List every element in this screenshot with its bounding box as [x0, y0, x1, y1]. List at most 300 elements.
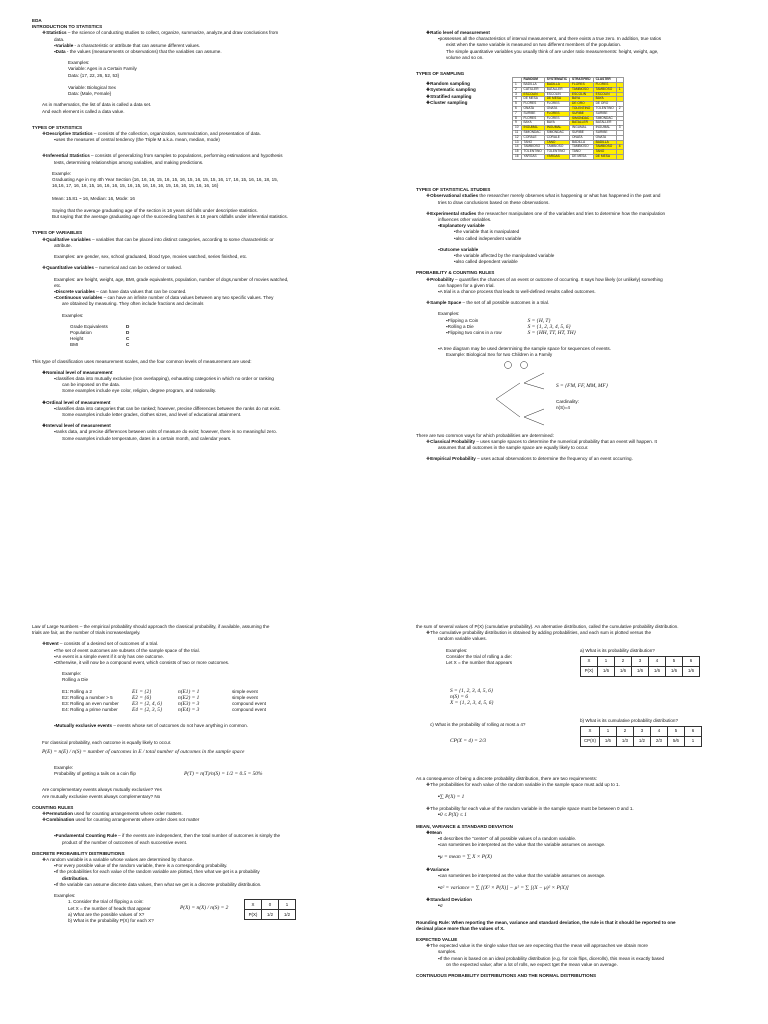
sampling-item: ❖ Random sampling: [426, 81, 476, 87]
ex1-line: Examples:: [68, 60, 90, 66]
ss-row: ▪ Flipping two coins in a row S = {HH, TT, HT, TH}: [446, 330, 756, 336]
variance-term: ❖ Variance: [416, 867, 756, 873]
die-sets: [450, 688, 494, 707]
ex5-line: 1. Consider the trial of flipping a coin:: [68, 899, 144, 905]
cell: CP(X): [581, 736, 600, 746]
sampling-item: ❖ Stratified sampling: [426, 94, 476, 100]
observational-def: ❖ Observational studies the researcher merely observes what is happening or what has happened in the past and: [416, 193, 756, 199]
interval-term: ❖ Interval level of measurement: [32, 423, 382, 429]
cell: 1/6: [615, 666, 632, 676]
cell: BAYA: [570, 97, 594, 102]
data-def: ▪ Data - the values (measurements or observations) that the variables can assume.: [32, 49, 382, 55]
cell: 14: [513, 145, 522, 150]
cell: P(X): [245, 910, 262, 920]
continuous-def-cont: are obtained by measuring. They often include fractions and decimals: [62, 301, 204, 307]
cell: BADILLA: [593, 140, 616, 145]
ex2-line: Graduating Age in my 4th Year Section {16, 16, 16, 15, 16, 15, 16, 15, 16, 15, 15, 16, 17, 16, 15, 16, 16, 18, 15,: [52, 177, 279, 183]
cell: 1/3: [616, 736, 633, 746]
cell: X: [581, 656, 598, 666]
cell: ESCOLIN: [570, 92, 594, 97]
descriptive-def: ❖ Descriptive Statistics – consists of the collection, organization, summarization, and presentation of data.: [32, 131, 382, 137]
tail-example: Probability of getting a tails on a coin flip P(T) = n(T)/n(S) = 1/2 = 0.5 = 50%: [54, 771, 263, 778]
cell: CORALE: [544, 135, 569, 140]
cell: 2: [513, 87, 522, 92]
rv-line: ❖ A random variable is a variable whose values are determined by chance.: [32, 857, 382, 863]
cell: 1/6: [598, 666, 615, 676]
ex1-line: Variable: Biological Sex: [68, 85, 116, 91]
question-line: Are complementary events always mutually exclusive? Yes: [42, 787, 162, 793]
requirement-1-formula: ▪ ∑ P(X) = 1: [416, 794, 756, 800]
cell: FLORES: [544, 102, 569, 107]
cell: TOLENTINO: [521, 150, 544, 155]
experimental-cont: influences other variables.: [438, 217, 492, 223]
cell: 3: [513, 92, 522, 97]
cell: BADILLA: [544, 83, 569, 88]
question-b: b) What is its cumulative probability distribution?: [580, 717, 679, 723]
cell: 1: [513, 83, 522, 88]
cell: 1/2: [262, 910, 279, 920]
section-counting-rules: COUNTING RULES: [32, 804, 74, 810]
ex1-line: Variable: Ages in a Certain Family: [68, 66, 137, 72]
page1-left-column: [32, 18, 382, 442]
ex2-line: Saying that the average graduating age of the section is 16 years old falls under descriptive statistics.: [52, 208, 258, 214]
cell: SIMONDAC: [521, 130, 544, 135]
classical-line: For classical probability, each outcome is equally likely to occur.: [42, 739, 172, 745]
ex5-formula: P(X) = n(X) / n(S) = 2: [180, 905, 229, 912]
ratio-line: volume and so on.: [446, 54, 484, 60]
rv-line: distribution.: [62, 875, 89, 881]
ex2-line: Example:: [52, 170, 72, 176]
question-c: c) What is the probability of rolling at most a 4?: [430, 721, 526, 727]
cell: ONATA: [593, 135, 616, 140]
cell: 6: [683, 656, 700, 666]
cell: SURIBE: [593, 111, 616, 116]
discrete-def: ▪ Discrete variables – can have data values that can be counted.: [32, 289, 382, 295]
variance-line: ▪ can sometimes be interpreted as the value that the variable assumes on average.: [416, 873, 756, 879]
coin-distribution-table: [244, 899, 296, 920]
quantitative-examples: Examples: are height, weight, age, BMI, grade equivalents, population, number of dogs,number of movies watched,: [54, 276, 289, 282]
ex2-line: But saying that the average graduating age of the succeeding batches is 16 years oldfalls under inferential statistics.: [52, 214, 288, 220]
cell: STRATIFIED: [570, 78, 594, 83]
cell: TOLENTINO: [544, 150, 569, 155]
section-types-of-statistics: TYPES OF STATISTICS: [32, 124, 83, 130]
classification-line: This type of classification uses measurement scales, and the four common levels of measurement are used:: [32, 358, 252, 364]
table-row: [581, 656, 700, 666]
consequence-line: As a consequence of being a discrete probability distribution, there are two requirements:: [416, 775, 598, 781]
cell: FLORES: [544, 111, 569, 116]
cell: DE ORO: [593, 102, 616, 107]
ev-line: samples.: [438, 949, 457, 955]
section-mean-variance: MEAN, VARIANCE & STANDARD DEVIATION: [416, 823, 513, 829]
die-set: n(S) = 6: [450, 693, 469, 700]
cell: 15: [513, 150, 522, 155]
cell: 1: [279, 900, 296, 910]
page2-left-column: [32, 624, 382, 929]
cell: 1: [598, 656, 615, 666]
die-line: Let X = the number that appears: [446, 660, 513, 666]
event-row: E3: Rolling an even number E3 = {2, 4, 6} n(E3) = 3 compound event: [62, 701, 266, 708]
cell: 2: [615, 656, 632, 666]
dist-example-lines: [68, 899, 154, 924]
dist-example-block: [32, 899, 382, 929]
cell: 16: [513, 154, 522, 159]
section-intro: INTRODUCTION TO STATISTICS: [32, 24, 103, 30]
cell: 4: [649, 656, 666, 666]
sampling-list: [426, 81, 476, 106]
sampling-block: [416, 77, 756, 177]
event-example-title: Rolling a Die: [62, 677, 89, 683]
doc-title: EDA: [32, 18, 42, 23]
cell: FLORES: [593, 83, 616, 88]
qualitative-def: ❖ Qualitative variables – variables that can be placed into distinct categories, according to some characteristic or: [32, 237, 382, 243]
rounding-rule-cont: decimal place more than the values of X.: [416, 925, 505, 931]
quantitative-def: ❖ Quantitative variables – numerical and can be ordered or ranked.: [32, 265, 382, 271]
cell: 1/6: [599, 736, 616, 746]
inferential-def: ❖ Inferential Statistics – consists of generalizing from samples to populations, performing estimations and hypothesis: [32, 153, 382, 159]
cell: 3: [616, 126, 623, 131]
example-2: [32, 171, 382, 221]
mean-formula: ▪ μ = mean = ∑ X × P(X): [416, 854, 756, 860]
cell: CLUSTER: [593, 78, 616, 83]
die-example-text: [446, 648, 512, 667]
cardinality-value: n(S)=4: [556, 404, 570, 410]
cell: RANDOM: [521, 78, 544, 83]
nominal-term: ❖ Nominal level of measurement: [32, 370, 382, 376]
outcome-line: • also called dependent variable: [416, 259, 756, 265]
lln-line-1: Law of Large Numbers – the empirical probability should approach the classical probability, if available, assuming the: [32, 624, 270, 629]
cell: FLORES: [521, 116, 544, 121]
event-line: ▪ An event is a simple event if it only has one outcome.: [32, 654, 382, 660]
outcome-term: ▪ Outcome variable: [416, 247, 756, 253]
table-row: [581, 666, 700, 676]
cell: X: [245, 900, 262, 910]
sd-term: ❖ Standard Deviation: [416, 897, 756, 903]
section-discrete-distributions: DISCRETE PROBABILITY DISTRIBUTIONS: [32, 850, 125, 856]
mutually-exclusive-def: ▪ Mutually exclusive events – events whose set of outcomes do not have anything in common.: [32, 723, 382, 729]
cp4-formula: CP(X = 4) = 2/3: [450, 737, 487, 744]
cardinality: [556, 399, 579, 411]
ev-line: ▪ If the mean is based on an ideal probability distribution (e.g. for coin flips, dicerolls), this mean is exactly based: [416, 956, 756, 962]
sample-space-def: ❖ Sample Space – the set of all possible outcomes in a trial.: [416, 300, 756, 306]
sum-line: the sum of several values of P(X) (cumulative probability). An alternative distribution, called the cumulative probability distribution.: [416, 624, 679, 629]
ordinal-line: ▪ classifies data into categories that can be ranked; however, precise differences between the ranks do not exist.: [32, 406, 382, 412]
cell: TAMBIOSO: [544, 145, 569, 150]
section-types-of-variables: TYPES OF VARIABLES: [32, 230, 83, 236]
rv-line: ▪ For every possible value of the random variable, there is a corresponding probability.: [32, 863, 382, 869]
descriptive-sub: ▪ uses the measures of central tendency (the Triple M a.k.a. mean, median, mode): [32, 137, 382, 143]
cell: 3: [632, 656, 649, 666]
cell: 5: [513, 102, 522, 107]
cell: 1: [599, 726, 616, 736]
tree-line-1: ▪ A tree diagram may be used determining the sample space for sequences of events.: [416, 346, 756, 352]
stat-def: ❖ Statistics – the science of conducting studies to collect, organize, summarize, analyze,and draw conclusions from: [32, 30, 382, 36]
permutation-def: ❖ Permutation used for counting arrangements where order matters.: [32, 811, 382, 817]
table-row: [581, 736, 702, 746]
event-def: ❖ Event – consists of a desired set of outcomes of a trial.: [32, 641, 382, 647]
combination-def: ❖ Combination used for counting arrangements where order does not matter: [32, 817, 382, 823]
cell: 12: [513, 135, 522, 140]
event-line: ▪ The set of event outcomes are subsets of the sample space of the trial.: [32, 648, 382, 654]
cell: SYSTEMATIC: [544, 78, 569, 83]
event-rows: [32, 689, 382, 714]
empirical-def: ❖ Empirical Probability – uses actual observations to determine the frequency of an event occurring.: [416, 456, 756, 462]
ex1-line: Data: {17, 22, 26, 52, 53}: [68, 72, 120, 78]
cell: CORALE: [521, 135, 544, 140]
example-3-label: Examples:: [62, 312, 84, 318]
cumulative-distribution-table: [580, 726, 702, 747]
section-expected-value: EXPECTED VALUE: [416, 937, 458, 943]
cell: DE MESA: [544, 97, 569, 102]
cell: 2/3: [650, 736, 667, 746]
event-row: E4: Rolling a prime number E4 = {2, 3, 5} n(E4) = 3 compound event: [62, 707, 266, 714]
ordinal-line: Some examples include letter grades, clothes sizes, and level of educational attainment.: [62, 411, 242, 417]
cell: DE MESA: [593, 154, 616, 159]
die-line: Examples:: [446, 647, 468, 653]
ex3-row: Height C: [70, 336, 130, 342]
lln-line-2: trials are fair, as the number of trials increaseslargely.: [32, 630, 141, 636]
quantitative-examples-cont: etc.: [54, 282, 62, 288]
cell: SURIBE: [593, 130, 616, 135]
cpd-line: ❖ The cumulative probability distribution is obtained by adding probabilities, and each sum is plotted versus the: [416, 630, 756, 636]
math-line-2: And each element is called a data value.: [42, 108, 125, 114]
cell: 1: [616, 87, 623, 92]
dist-example-label: Examples:: [54, 893, 76, 899]
ratio-term: ❖ Ratio level of measurement: [416, 30, 756, 36]
ex5-line: a) What are the possible values of X?: [68, 911, 145, 917]
cell: [616, 154, 623, 159]
example-1: [32, 60, 382, 97]
fcr-def: ▪ Fundamental Counting Rule – if the events are independent, then the total number of outcomes is simply the: [32, 833, 382, 839]
cell: 1: [684, 736, 701, 746]
rv-line: ▪ If the variable can assume discrete data values, then what we get is a discrete probability distribution.: [32, 882, 382, 888]
cell: BAYA: [544, 121, 569, 126]
table-row: [581, 726, 702, 736]
cell: 5: [666, 656, 683, 666]
qualitative-def-cont: attribute.: [54, 242, 72, 248]
cell: INGUMAL: [544, 126, 569, 131]
ev-line: ❖ The expected value is the single value that we are expecting that the mean will approaches we obtain more: [416, 943, 756, 949]
ratio-line: exist when the same variable is measured on two different members of the population.: [446, 42, 622, 48]
cell: 5/6: [667, 736, 684, 746]
probability-def: ❖ Probability – quantifies the chances of an event or outcome of occurring. It says how likely (or unlikely) something: [416, 277, 756, 283]
cell: P(X): [581, 666, 598, 676]
cell: DE MESA: [570, 154, 594, 159]
cell: BATALLER: [593, 121, 616, 126]
math-line-1: As in mathematics, the list of data is called a data set.: [42, 102, 152, 108]
cell: CATILLER: [521, 87, 544, 92]
example-3-rows: [32, 324, 382, 349]
continuous-def: ▪ Continuous variables – can have an infinite number of data values between any two specific values. They: [32, 295, 382, 301]
requirement-2: ❖ The probability for each value of the random variable in the sample space must be between 0 and 1.: [416, 806, 756, 812]
ordinal-term: ❖ Ordinal level of measurement: [32, 400, 382, 406]
cell: FLORES: [521, 102, 544, 107]
probability-cont: can happen for a given trial.: [438, 282, 495, 288]
ex2-line: 16,16, 17, 16, 16, 15, 16, 16, 16, 15, 16, 15, 16, 16, 16, 15, 16, 16, 15, 16, 16, 16}: [52, 183, 219, 189]
die-set: S = {1, 2, 3, 4, 5, 6}: [450, 687, 493, 694]
cell: ESCOLIN: [521, 92, 544, 97]
cell: 4: [616, 145, 623, 150]
cell: 7: [513, 111, 522, 116]
cell: TAMBIOSO: [570, 145, 594, 150]
ss-row: ▪ Flipping a Coin S = {H, T}: [446, 318, 756, 324]
tree-diagram: [416, 359, 756, 433]
classical-def: ❖ Classical Probability – uses sample spaces to determine the numerical probability that an event will happen. It: [416, 439, 756, 445]
ex5-line: b) What is the probability P(X) for each X?: [68, 917, 154, 923]
event-row: E2: Rolling a number > 5 E2 = {6} n(E2) = 1 simple event: [62, 694, 258, 701]
mean-term: ❖ Mean: [416, 830, 756, 836]
die-line: Consider the trial of rolling a die:: [446, 653, 512, 659]
requirement-1: ❖ The probabilities for each value of the random variable in the sample space must add up to 1.: [416, 782, 756, 788]
ex1-line: Data: {Male, Female}: [68, 91, 112, 97]
question-a: a) What is its probability distribution?: [580, 647, 655, 653]
trial-def: ▪ A trial is a chance process that leads to well-defined results called outcomes.: [416, 289, 756, 295]
explanatory-term: ▪ Explanatory variable: [416, 223, 756, 229]
cell: ESCOLIN: [544, 92, 569, 97]
event-row: E1: Rolling a 2 E1 = {2} n(E1) = 1 simple event: [62, 688, 258, 695]
nominal-line: can be imposed on the data.: [62, 382, 120, 388]
cell: SURIBE: [570, 111, 594, 116]
cell: YARGAS: [521, 154, 544, 159]
tree-diagram-svg: [476, 359, 596, 433]
variable-def: ▪ Variable - a characteristic or attribute that can assume different values.: [32, 43, 382, 49]
event-example-label: Example:: [62, 671, 82, 677]
cell: 11: [513, 130, 522, 135]
inferential-def-cont: tests, determining relationships among variables, and making predictions.: [54, 159, 204, 165]
ratio-line: ▪ possesses all the characteristics of interval measurement, and there exists a true zero. In addition, true ratios: [416, 36, 756, 42]
cell: SIMONDAC: [544, 130, 569, 135]
sample-space-examples-label: Examples:: [438, 311, 460, 317]
cell: TAMBIOSO: [593, 145, 616, 150]
ex3-row: Population D: [70, 329, 130, 335]
cpd-line: random variable values.: [438, 636, 487, 642]
cell: SIMONDAC: [570, 116, 594, 121]
sampling-spreadsheet: [512, 77, 624, 160]
section-types-of-sampling: TYPES OF SAMPLING: [416, 71, 465, 77]
probability-distribution-table: [580, 656, 700, 677]
variance-formula: ▪ σ² = variance = ∑ [(X² × P(X)] − μ² = ∑ [(X − μ)² × P(X)]: [416, 885, 756, 891]
section-probability: PROBABILITY & COUNTING RULES: [416, 270, 495, 276]
cell: TANO: [570, 150, 594, 155]
cell: TOLENTINO: [570, 107, 594, 112]
sample-space-rows: [416, 318, 756, 337]
sampling-item: ❖ Cluster sampling: [426, 100, 476, 106]
interval-line: ▪ ranks data, and precise differences between units of measure do exist; however, there is no meaningful zero.: [32, 429, 382, 435]
mean-line: ▪ can sometimes be interpreted as the value that the variable assumes on average.: [416, 842, 756, 848]
ss-row: ▪ Rolling a Die S = {1, 2, 3, 4, 5, 6}: [446, 324, 756, 330]
cell: TANO: [544, 140, 569, 145]
cell: 5: [667, 726, 684, 736]
cell: SURIBE: [521, 111, 544, 116]
cell: TANO: [521, 140, 544, 145]
cell: 2: [616, 107, 623, 112]
cell: 1/6: [632, 666, 649, 676]
two-ways-line: There are two common ways for which probabilities are determined:: [416, 432, 554, 438]
cell: 1/2: [633, 736, 650, 746]
cell: ESCOLIN: [593, 92, 616, 97]
qualitative-examples: Examples: are gender, sex, school graduated, blood type, movies watched, series finished, etc.: [54, 254, 248, 260]
cell: 1/6: [649, 666, 666, 676]
experimental-def: ❖ Experimental studies the researcher manipulates one of the variables and tries to determine how the manipulation: [416, 211, 756, 217]
cell: 2: [616, 726, 633, 736]
ex3-row: Grade Equivalents D: [70, 323, 130, 329]
cell: TAMBIOSO: [570, 87, 594, 92]
cell: ONATA: [570, 135, 594, 140]
cell: TAMBIOSO: [521, 145, 544, 150]
tree-line-2: Example: Biological Sex for two Children in a Family: [446, 352, 553, 358]
cell: 4: [650, 726, 667, 736]
cell: 3: [633, 726, 650, 736]
nominal-line: ▪ classifies data into mutually exclusive (non overlapping), exhausting categories in which no order or ranking: [32, 376, 382, 382]
ex3-row: BMI C: [70, 342, 130, 348]
stat-def-cont: data.: [54, 36, 65, 42]
section-continuous: CONTINUOUS PROBABILITY DISTRIBUTIONS AND THE NORMAL DISTRIBUTIONS: [416, 973, 597, 979]
cell: 1/6: [666, 666, 683, 676]
cell: BAYA: [593, 97, 616, 102]
cell: INGUMAL: [593, 126, 616, 131]
ex2-line: Mean: 15.81 ~ 16, Median: 16, Mode: 16: [52, 195, 135, 201]
cell: X: [581, 726, 600, 736]
cell: INGUMAL: [570, 126, 594, 131]
explanatory-line: • also called independent variable: [416, 236, 756, 242]
ev-line: on the expected value; after a lot of rolls, we expect tget the mean value on average.: [446, 961, 618, 967]
observational-cont: tries to draw conclusions based on these observations.: [438, 199, 550, 205]
cell: INGUMAL: [521, 126, 544, 131]
event-line: ▪ Otherwise, it will now be a compound event, which consists of two or more outcomes.: [32, 660, 382, 666]
cell: BADILLA: [570, 140, 594, 145]
cell: FLORES: [544, 116, 569, 121]
cell: BATALLER: [544, 87, 569, 92]
cell: ONATA: [544, 107, 569, 112]
section-types-of-studies: TYPES OF STATISTICAL STUDIES: [416, 187, 491, 193]
cell: BATALLER: [570, 121, 594, 126]
question-line: Are mutually exclusive events always complementary? No: [42, 793, 161, 799]
classical-formula: P(E) = n(E) / n(S) = number of outcomes in E / total number of outcomes in the sample space: [42, 748, 245, 755]
page1-right-column: [416, 30, 756, 463]
cell: BAYA: [521, 121, 544, 126]
nominal-line: Some examples include eye color, religion, degree program, and nationality.: [62, 388, 217, 394]
cell: 1/6: [683, 666, 700, 676]
cell: FLORES: [570, 83, 594, 88]
explanatory-line: • the variable that is manipulated: [416, 229, 756, 235]
tree-set: S = {FM, FF, MM, MF}: [556, 382, 608, 389]
interval-line: Some examples include temperature, dates in a certain month, and calendar years.: [62, 435, 232, 441]
cell: DE ORO: [570, 102, 594, 107]
fcr-cont: product of the number of outcomes of each successive event.: [62, 839, 188, 845]
cell: 6: [684, 726, 701, 736]
cell: 6: [513, 107, 522, 112]
ratio-line: The simple quantitative variables you usually think of are under ratio measurements: height, weight, age,: [446, 48, 659, 54]
cell: 9: [513, 121, 522, 126]
cell: TAMBIOSO: [593, 87, 616, 92]
ex5-line: Let X = the number of heads that appear: [68, 905, 151, 911]
cell: TANO: [593, 150, 616, 155]
cell: BADILLA: [521, 83, 544, 88]
cell: SIMONDAC: [593, 116, 616, 121]
sheet-row: [513, 154, 624, 159]
cell: 0: [262, 900, 279, 910]
cell: 1/2: [279, 910, 296, 920]
rv-line: ▪ If the probabilities for each value of the random variable are plotted, then what we get is a probability: [32, 869, 382, 875]
cell: DE MESA: [521, 97, 544, 102]
cardinality-label: Cardinality:: [556, 398, 579, 404]
cell: 8: [513, 116, 522, 121]
mean-line: ▪ It describes the "center" of all possible values of a random variable.: [416, 836, 756, 842]
outcome-line: • the variable affected by the manipulated variable: [416, 253, 756, 259]
cell: 10: [513, 126, 522, 131]
cell: ONATA: [521, 107, 544, 112]
cell: TOLENTINO: [593, 107, 616, 112]
rounding-rule: Rounding Rule: When reporting the mean, variance and standard deviation, the rule is that it should be reported to one: [416, 919, 676, 925]
